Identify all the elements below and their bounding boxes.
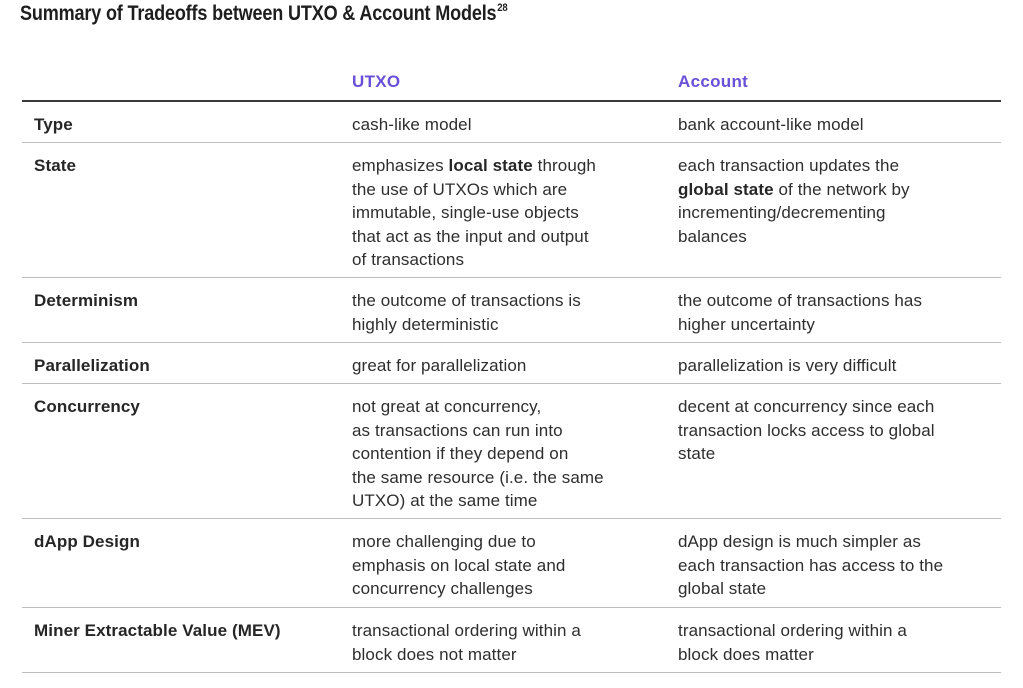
utxo-line: contention if they depend on bbox=[352, 444, 569, 463]
tradeoffs-table bbox=[22, 62, 1001, 673]
utxo-line: the use of UTXOs which are bbox=[352, 179, 568, 199]
row-label: Determinism bbox=[34, 291, 139, 310]
row-label: Parallelization bbox=[34, 356, 150, 375]
utxo-line bbox=[352, 154, 652, 178]
account-line bbox=[678, 178, 998, 202]
table-row-dapp-design bbox=[22, 519, 1001, 608]
utxo-cell bbox=[352, 154, 652, 272]
utxo-cell bbox=[352, 530, 652, 601]
row-label: State bbox=[34, 156, 77, 175]
column-header-account: Account bbox=[678, 72, 749, 91]
utxo-line: emphasis on local state and bbox=[352, 555, 566, 575]
account-line: balances bbox=[678, 226, 747, 246]
account-line: transaction locks access to global bbox=[678, 420, 935, 440]
table-row-mev bbox=[22, 608, 1001, 673]
account-line: decent at concurrency since each bbox=[678, 397, 935, 416]
account-line: dApp design is much simpler as bbox=[678, 532, 922, 551]
utxo-cell bbox=[352, 395, 652, 513]
title-footnote: 28 bbox=[497, 2, 508, 14]
utxo-line: of transactions bbox=[352, 250, 465, 269]
account-line: the outcome of transactions has bbox=[678, 291, 923, 310]
row-label: Concurrency bbox=[34, 397, 140, 416]
utxo-cell bbox=[352, 619, 652, 666]
utxo-line: highly deterministic bbox=[352, 314, 499, 334]
account-line: parallelization is very difficult bbox=[678, 356, 897, 375]
utxo-line: not great at concurrency, bbox=[352, 397, 542, 416]
utxo-line: UTXO) at the same time bbox=[352, 491, 538, 510]
account-cell bbox=[678, 154, 998, 248]
account-line: state bbox=[678, 444, 716, 463]
utxo-text: emphasizes bbox=[352, 156, 449, 175]
account-cell bbox=[678, 354, 998, 378]
utxo-line: that act as the input and output bbox=[352, 226, 589, 246]
utxo-cell bbox=[352, 289, 652, 336]
account-cell bbox=[678, 619, 998, 666]
utxo-cell bbox=[352, 354, 652, 378]
global-state-emphasis: global state bbox=[678, 179, 774, 199]
account-line: each transaction updates the bbox=[678, 156, 900, 175]
account-cell bbox=[678, 289, 998, 336]
utxo-text: through bbox=[532, 156, 596, 175]
account-cell bbox=[678, 530, 998, 601]
local-state-emphasis: local state bbox=[448, 156, 533, 175]
account-line: incrementing/decrementing bbox=[678, 203, 886, 222]
table-row-state bbox=[22, 143, 1001, 278]
utxo-line: the same resource (i.e. the same bbox=[352, 467, 604, 487]
account-line: higher uncertainty bbox=[678, 314, 815, 334]
table-row-determinism bbox=[22, 278, 1001, 343]
account-line: block does matter bbox=[678, 644, 814, 664]
table-row-type bbox=[22, 102, 1001, 143]
row-label: dApp Design bbox=[34, 532, 140, 551]
utxo-line: block does not matter bbox=[352, 644, 517, 664]
account-line: global state bbox=[678, 579, 767, 598]
utxo-line: concurrency challenges bbox=[352, 579, 533, 598]
utxo-line: more challenging due to bbox=[352, 532, 536, 551]
row-label: Type bbox=[34, 115, 73, 134]
page-title bbox=[20, 2, 507, 26]
table-header bbox=[22, 62, 1001, 102]
account-cell bbox=[678, 395, 998, 466]
table-row-concurrency bbox=[22, 384, 1001, 519]
table-row-parallelization bbox=[22, 343, 1001, 384]
utxo-line: great for parallelization bbox=[352, 356, 527, 375]
utxo-line: immutable, single-use objects bbox=[352, 203, 579, 222]
account-line: transactional ordering within a bbox=[678, 621, 907, 640]
utxo-line: cash-like model bbox=[352, 115, 472, 134]
utxo-line: as transactions can run into bbox=[352, 420, 563, 440]
utxo-cell bbox=[352, 113, 652, 137]
title-text: Summary of Tradeoffs between UTXO & Account Models bbox=[20, 2, 497, 25]
account-cell bbox=[678, 113, 998, 137]
utxo-line: the outcome of transactions is bbox=[352, 291, 581, 310]
account-line: each transaction has access to the bbox=[678, 555, 944, 575]
column-header-utxo: UTXO bbox=[352, 72, 401, 91]
row-label: Miner Extractable Value (MEV) bbox=[34, 621, 281, 640]
utxo-line: transactional ordering within a bbox=[352, 621, 581, 640]
account-text: of the network by bbox=[773, 179, 910, 199]
account-line: bank account-like model bbox=[678, 115, 864, 134]
